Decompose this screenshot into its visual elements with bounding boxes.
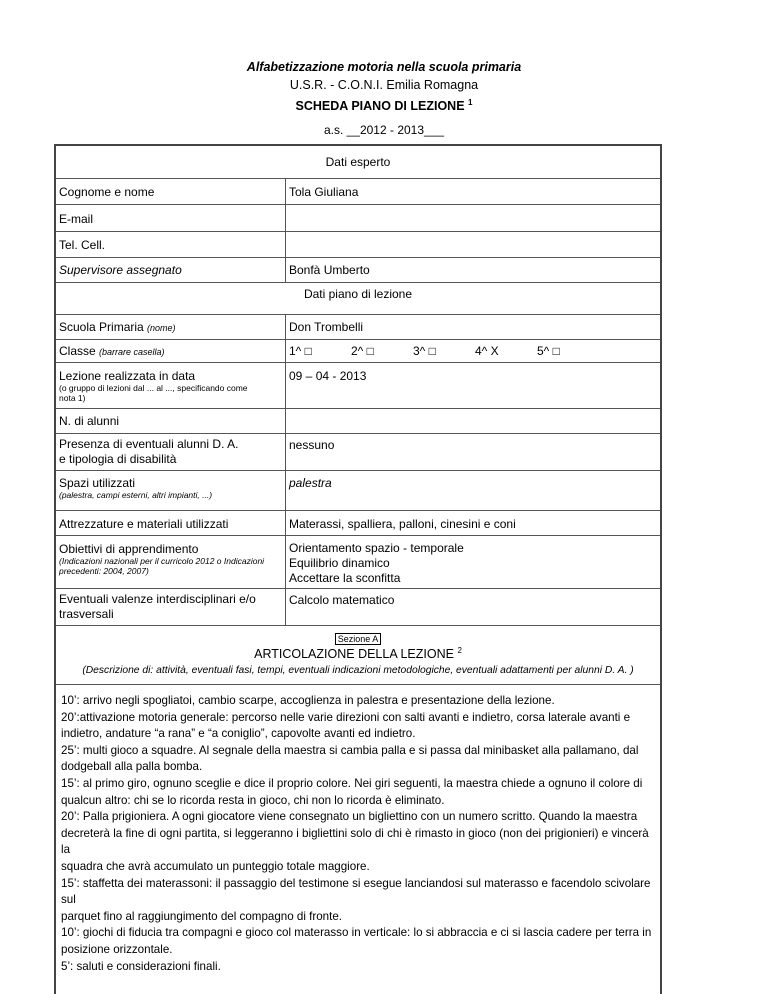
value-alunni xyxy=(286,409,660,433)
label-obiettivi: Obiettivi di apprendimento (Indicazioni nazionali per il curricolo 2012 o Indicazioni precedenti: 2004, 2007) xyxy=(56,536,286,588)
value-da: nessuno xyxy=(289,438,335,452)
value-scuola: Don Trombelli xyxy=(289,320,364,334)
classe-1-checkbox[interactable]: 1^ □ xyxy=(289,344,312,358)
label-data: Lezione realizzata in data (o gruppo di lezioni dal ... al ..., specificando come nota 1) xyxy=(56,363,286,408)
classe-2-checkbox[interactable]: 2^ □ xyxy=(351,344,374,358)
label-email: E-mail xyxy=(56,205,286,231)
row-valenze xyxy=(56,589,660,626)
footnote-ref: 1 xyxy=(468,98,473,107)
description-line: qualcun altro: chi se lo ricorda resta in gioco, chi non lo ricorda è eliminato. xyxy=(61,793,445,807)
row-classe xyxy=(56,340,660,363)
classe-4-checkbox[interactable]: 4^ X xyxy=(475,344,499,358)
label-scuola: Scuola Primaria (nome) xyxy=(56,315,286,339)
row-alunni xyxy=(56,409,660,434)
label-nome: Cognome e nome xyxy=(56,179,286,204)
row-spazi xyxy=(56,471,660,511)
row-data xyxy=(56,363,660,409)
value-attrezzature: Materassi, spalliera, palloni, cinesini e coni xyxy=(289,517,516,531)
document-title: Alfabetizzazione motoria nella scuola primaria xyxy=(246,60,522,74)
school-year: a.s. __2012 - 2013___ xyxy=(323,123,445,138)
section-header-articolazione xyxy=(56,626,660,685)
section-header-esperto: Dati esperto xyxy=(56,146,660,179)
row-tel xyxy=(56,232,660,258)
description-line: indietro, andature “a rana” e “a coniglio”, capovolte avanti ed indietro. xyxy=(61,727,416,741)
description-line: decreterà la fine di ogni partita, si leggeranno i bigliettini solo di chi è rimasto in gioco (non dei prigionieri) e vincerà la xyxy=(61,826,649,857)
value-obiettivi: Orientamento spazio - temporale Equilibrio dinamico Accettare la sconfitta xyxy=(289,541,464,585)
label-spazi: Spazi utilizzati (palestra, campi esterni, altri impianti, ...) xyxy=(56,471,286,510)
organization: U.S.R. - C.O.N.I. Emilia Romagna xyxy=(289,78,479,92)
description-line: 15’: staffetta dei materassoni: il passaggio del testimone si esegue lanciandosi sul materasso e facendolo scivolare sul xyxy=(61,876,651,907)
row-supervisore xyxy=(56,258,660,283)
lesson-description xyxy=(56,685,660,975)
description-line: 10’: giochi di fiducia tra compagni e gioco col materasso in verticale: lo si abbraccia e ci si lascia cadere per terra in xyxy=(61,926,652,940)
classe-5-checkbox[interactable]: 5^ □ xyxy=(537,344,560,358)
label-da: Presenza di eventuali alunni D. A. e tipologia di disabilità xyxy=(56,434,286,470)
label-tel: Tel. Cell. xyxy=(56,232,286,257)
row-nome xyxy=(56,179,660,205)
description-line: 25’: multi gioco a squadre. Al segnale della maestra si cambia palla e si passa dal minibasket alla pallamano, dal xyxy=(61,743,639,757)
label-valenze: Eventuali valenze interdisciplinari e/o trasversali xyxy=(56,589,286,625)
description-line: 5’: saluti e considerazioni finali. xyxy=(61,959,221,973)
row-attrezzature xyxy=(56,511,660,536)
description-line: 10’: arrivo negli spogliatoi, cambio scarpe, accoglienza in palestra e presentazione della lezione. xyxy=(61,694,555,707)
description-line: parquet fino al raggiungimento del compagno di fronte. xyxy=(61,909,343,923)
form-table xyxy=(54,144,662,994)
description-line: posizione orizzontale. xyxy=(61,942,173,956)
value-nome: Tola Giuliana xyxy=(289,185,359,199)
articolazione-title: ARTICOLAZIONE DELLA LEZIONE $^2$ xyxy=(254,646,462,662)
sezione-label: Sezione A xyxy=(335,633,382,645)
form-title: SCHEDA PIANO DI LEZIONE $^1$ xyxy=(295,98,473,114)
description-line: 20’: Palla prigioniera. A ogni giocatore viene consegnato un bigliettino con un numero scritto. Quando la maestra xyxy=(61,810,638,824)
classe-options xyxy=(286,340,660,362)
document-header xyxy=(0,58,768,139)
label-classe: Classe (barrare casella) xyxy=(56,340,286,362)
section-header-piano: Dati piano di lezione xyxy=(56,283,660,315)
value-valenze: Calcolo matematico xyxy=(289,593,395,607)
articolazione-subtitle: (Descrizione di: attività, eventuali fasi, tempi, eventuali indicazioni metodologiche, eventuali adattamenti per alunni D. A. ) xyxy=(82,665,634,676)
value-spazi: palestra xyxy=(289,476,332,490)
value-email xyxy=(286,205,660,231)
row-obiettivi xyxy=(56,536,660,589)
row-da xyxy=(56,434,660,471)
value-supervisore: Bonfà Umberto xyxy=(289,263,370,277)
description-line: dodgeball alla palla bomba. xyxy=(61,760,203,774)
label-attrezzature: Attrezzature e materiali utilizzati xyxy=(56,511,286,535)
row-scuola xyxy=(56,315,660,340)
description-line: squadra che avrà accumulato un punteggio totale maggiore. xyxy=(61,859,370,873)
value-data: 09 – 04 - 2013 xyxy=(289,369,367,383)
classe-3-checkbox[interactable]: 3^ □ xyxy=(413,344,436,358)
label-alunni: N. di alunni xyxy=(56,409,286,433)
description-line: 20’:attivazione motoria generale: percorso nelle varie direzioni con salti avanti e indietro, corsa laterale avanti e xyxy=(61,710,631,724)
label-supervisore: Supervisore assegnato xyxy=(56,258,286,282)
description-line: 15’: al primo giro, ognuno sceglie e dice il proprio colore. Nei giri seguenti, la maestra chiede a ognuno il colore di xyxy=(61,776,643,790)
value-tel xyxy=(286,232,660,257)
row-email xyxy=(56,205,660,232)
